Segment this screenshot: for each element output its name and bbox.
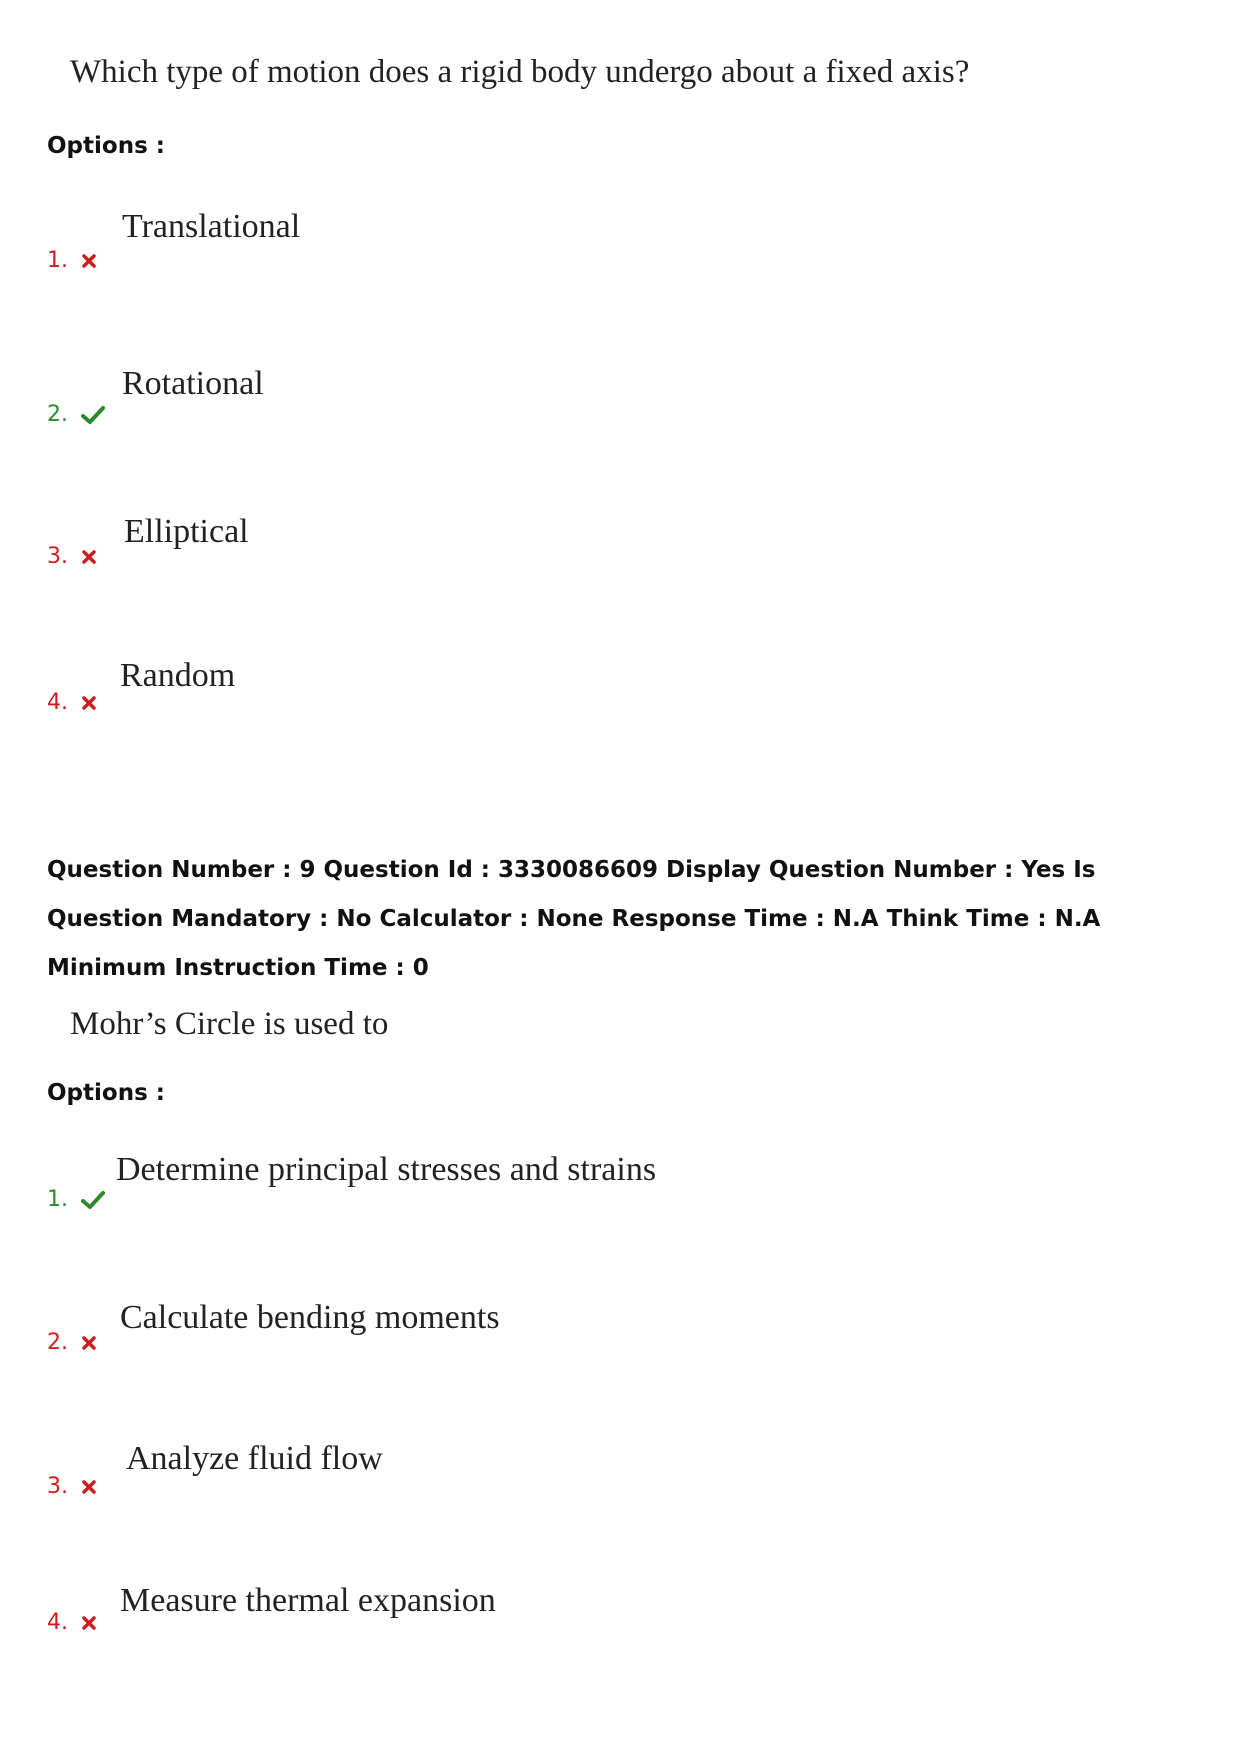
cross-icon xyxy=(81,549,97,565)
question-metadata: Question Number : 9 Question Id : 3330086609 Display Question Number : Yes Is Question Mandatory : No Calculator : None Response Time : N.A Think Time : N.A Minimum Instruction Time : 0 xyxy=(47,857,1101,981)
option-text: Rotational xyxy=(122,365,264,402)
cross-icon xyxy=(81,1479,97,1495)
option-number-label: 3. xyxy=(47,1474,68,1499)
options-label: Options : xyxy=(47,133,165,159)
option-number-label: 4. xyxy=(47,1610,68,1635)
option-text: Elliptical xyxy=(124,513,249,550)
question-text: Mohr’s Circle is used to xyxy=(70,1006,389,1042)
cross-icon xyxy=(81,253,97,269)
option-number-label: 3. xyxy=(47,544,68,569)
option-number xyxy=(47,1474,97,1499)
option-text: Determine principal stresses and strains xyxy=(116,1151,657,1188)
option-text: Measure thermal expansion xyxy=(120,1582,496,1619)
option-number-label: 2. xyxy=(47,402,68,427)
option-text: Analyze fluid flow xyxy=(126,1440,383,1477)
cross-icon xyxy=(81,1335,97,1351)
check-icon xyxy=(81,1190,105,1210)
option-number xyxy=(47,1187,105,1212)
cross-icon xyxy=(81,695,97,711)
option-number-label: 2. xyxy=(47,1330,68,1355)
check-icon xyxy=(81,405,105,425)
cross-icon xyxy=(81,1615,97,1631)
option-text: Calculate bending moments xyxy=(120,1299,500,1336)
option-text: Translational xyxy=(122,208,301,245)
option-number-label: 4. xyxy=(47,690,68,715)
option-number-label: 1. xyxy=(47,1187,68,1212)
options-label: Options : xyxy=(47,1080,165,1106)
option-number xyxy=(47,1610,97,1635)
option-number xyxy=(47,690,97,715)
option-number-label: 1. xyxy=(47,248,68,273)
option-number xyxy=(47,248,97,273)
option-number xyxy=(47,544,97,569)
option-text: Random xyxy=(120,657,236,694)
option-number xyxy=(47,402,105,427)
option-number xyxy=(47,1330,97,1355)
question-text: Which type of motion does a rigid body undergo about a fixed axis? xyxy=(70,54,970,90)
